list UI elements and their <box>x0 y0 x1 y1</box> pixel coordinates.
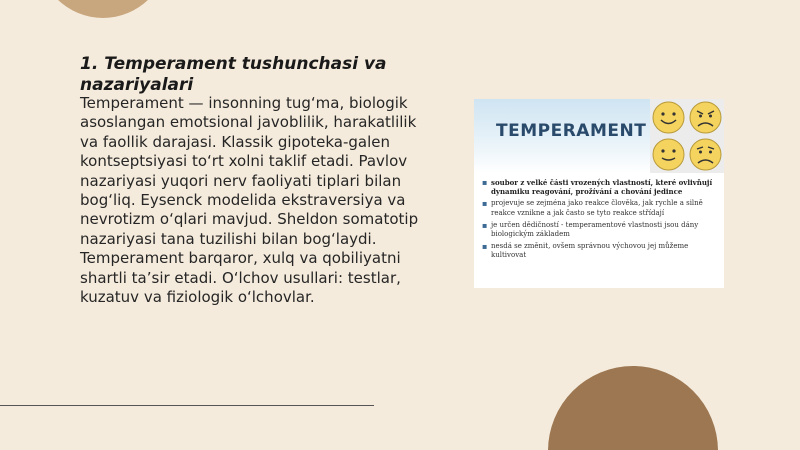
image-bullet-item: ▪ nesdá se změnit, ovšem správnou výchovou jej můžeme kultivovat <box>482 241 689 260</box>
bullet-icon: ▪ <box>482 199 488 209</box>
image-heading: TEMPERAMENT <box>496 121 647 141</box>
slide-body-text: Temperament — insonning tug‘ma, biologik asoslangan emotsional javoblilik, harakatlilik va faollik darajasi. Klassik gipoteka-galen kontseptsiyasi to‘rt xolni taklif etadi. Pavlov nazariyasi yuqori nerv faoliyati tiplari bilan bog‘liq. Eysenck modelida ekstraversiya va nevrotizm o‘qlari mavjud. Sheldon somatotip nazariyasi tana tuzilishi bilan bog‘laydi. Temperament barqaror, xulq va qobiliyatni shartli ta’sir etadi. O‘lchov usullari: testlar, kuzatuv va fiziologik o‘lchovlar. <box>80 94 419 307</box>
angry-face-icon <box>690 102 721 133</box>
divider-line <box>0 405 374 406</box>
image-bullet-item: ▪ projevuje se zejména jako reakce člověka, jak rychle a silně reakce vznikne a jak často se tyto reakce střídají <box>482 199 703 217</box>
decorative-circle-top <box>38 0 168 18</box>
emotion-faces-grid <box>650 99 724 173</box>
sad-face-icon <box>690 139 721 170</box>
emotion-faces-svg <box>650 99 724 173</box>
image-bullet-item: ▪ je určen dědičností - temperamentové vlastnosti jsou dány biologickým základem <box>482 220 699 239</box>
bullet-icon: ▪ <box>482 241 488 251</box>
image-bullet-item: ▪ soubor z velké části vrozených vlastností, které ovlivňují dynamiku reagování, prožívání a chování jedince <box>482 177 713 197</box>
happy-face-icon <box>653 102 684 133</box>
calm-face-icon <box>653 139 684 170</box>
bullet-icon: ▪ <box>482 220 488 230</box>
image-bullet-list <box>482 178 718 263</box>
decorative-circle-bottom <box>548 366 718 450</box>
temperament-image <box>474 99 724 288</box>
slide-title: 1. Temperament tushunchasi va nazariyalari <box>80 54 387 95</box>
bullet-icon: ▪ <box>482 177 488 187</box>
image-heading-band <box>474 99 650 173</box>
